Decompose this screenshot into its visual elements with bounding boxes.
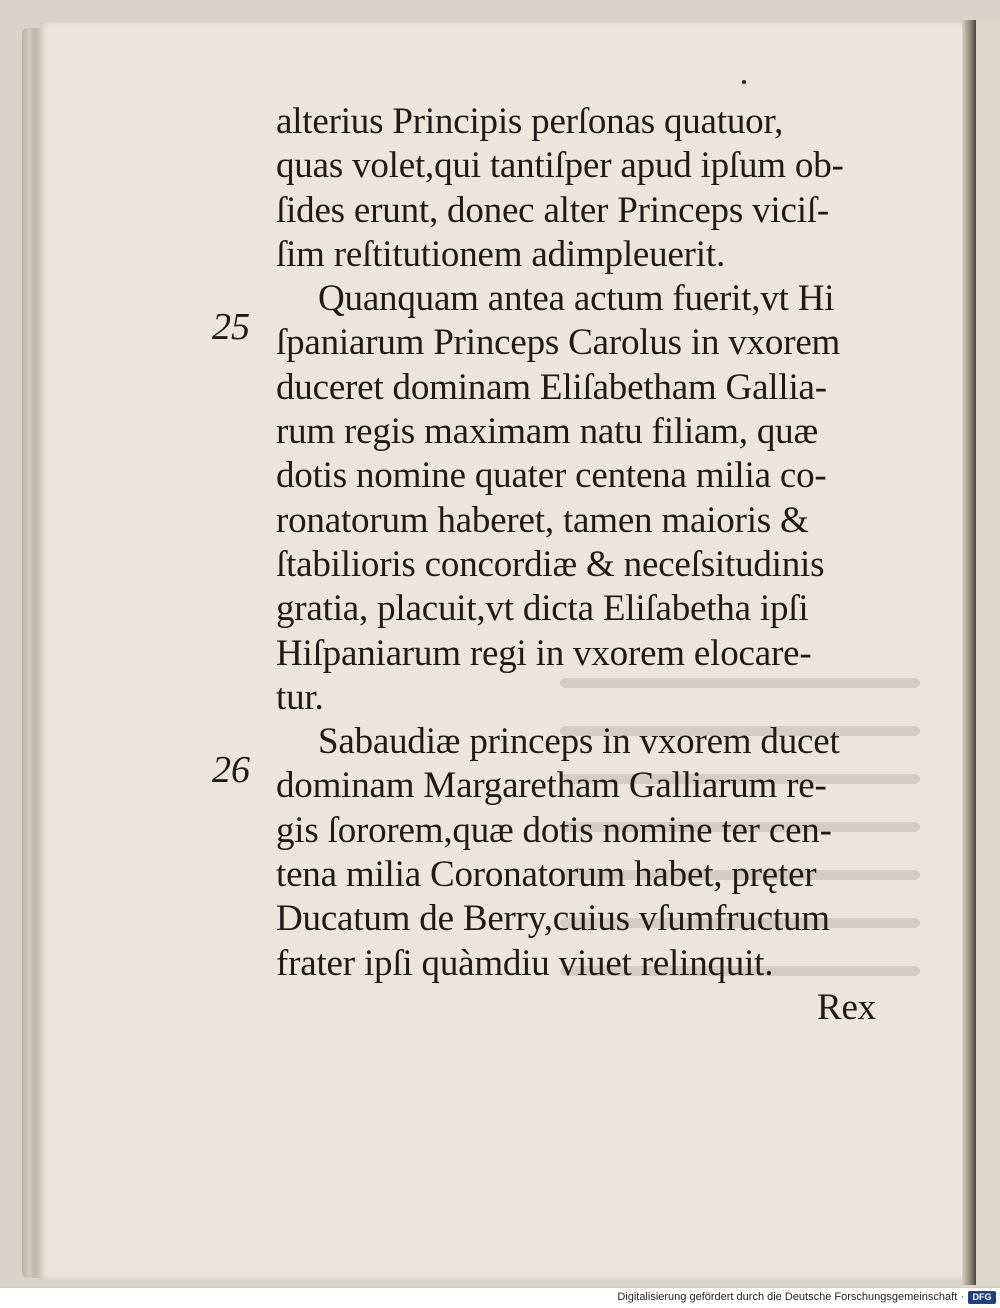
text-line: Sabaudiæ princeps in vxorem ducet	[318, 721, 840, 763]
text-line: gratia, placuit,vt dicta Eliſabetha ipſi	[276, 588, 809, 630]
ink-speck	[742, 80, 746, 84]
text-line: ſtabilioris concordiæ & neceſsitudinis	[276, 543, 825, 585]
text-line: ſides erunt, donec alter Princeps viciſ-	[276, 189, 829, 231]
text-line: ſpaniarum Princeps Carolus in vxorem	[276, 322, 841, 364]
text-line: dominam Margaretham Galliarum re-	[276, 765, 827, 807]
footer-credit: Digitalisierung gefördert durch die Deutsche Forschungsgemeinschaft ·	[617, 1291, 964, 1303]
text-line: frater ipſi quàmdiu viuet relinquit.	[276, 942, 774, 984]
text-line: dotis nomine quater centena milia co-	[276, 455, 827, 497]
text-line: ſim reſtitutionem adimpleuerit.	[276, 233, 726, 275]
book-gutter	[962, 20, 976, 1285]
text-line: gis ſororem,quæ dotis nomine ter cen-	[276, 809, 832, 851]
text-line: duceret dominam Eliſabetham Gallia-	[276, 366, 827, 408]
text-line: rum regis maximam natu filiam, quæ	[276, 411, 818, 453]
text-line: alterius Principis perſonas quatuor,	[276, 101, 784, 142]
text-line: Quanquam antea actum fuerit,vt Hi	[318, 278, 835, 320]
dfg-logo: DFG	[968, 1291, 996, 1304]
text-line: Ducatum de Berry,cuius vſumfructum	[276, 898, 830, 940]
text-line: Hiſpaniarum regi in vxorem elocare-	[276, 632, 812, 674]
facing-page-edge	[976, 20, 1000, 1285]
digitization-footer	[0, 1287, 1000, 1308]
text-line: tur.	[276, 676, 324, 718]
margin-number-25: 25	[212, 306, 250, 348]
body-text	[276, 100, 876, 1030]
text-line: quas volet,qui tantiſper apud ipſum ob-	[276, 145, 844, 187]
margin-number-26: 26	[212, 749, 250, 791]
catchword: Rex	[816, 986, 876, 1028]
text-line: ronatorum haberet, tamen maioris &	[276, 499, 809, 541]
text-line: tena milia Coronatorum habet, pręter	[276, 854, 817, 896]
